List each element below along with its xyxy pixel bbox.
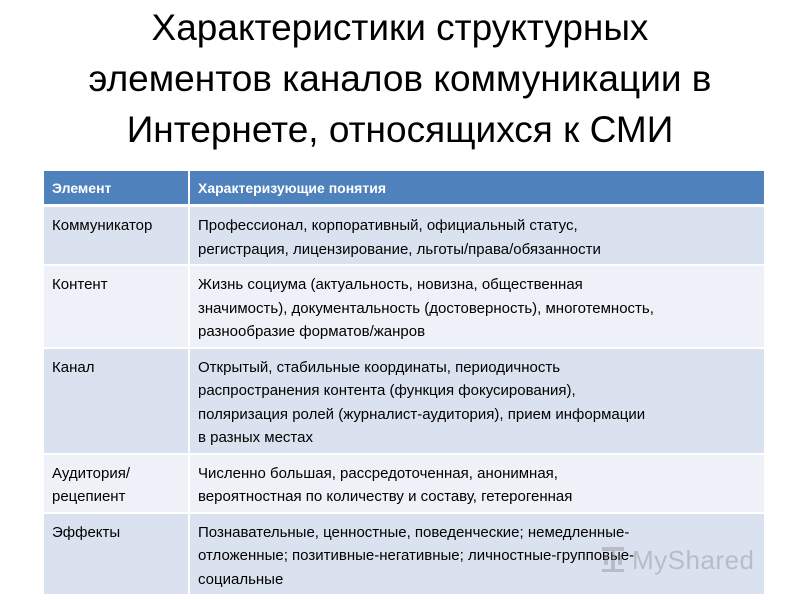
myshared-logo-icon [600, 543, 626, 578]
row-element: Аудитория/ рецепиент [44, 454, 189, 513]
table-row [44, 454, 764, 513]
slide-title [20, 2, 780, 155]
row-element: Эффекты [44, 513, 189, 595]
watermark-text: MyShared [632, 544, 755, 575]
title-line-3: Интернете, относящихся к СМИ [126, 109, 674, 150]
row-concepts: Жизнь социума (актуальность, новизна, общественная значимость), документальность (достоверность), многотемность, разнообразие форматов/жанров [189, 265, 764, 348]
title-line-2: элементов каналов коммуникации в [88, 58, 712, 99]
row-concepts: Численно большая, рассредоточенная, анонимная, вероятностная по количеству и составу, гетерогенная [189, 454, 764, 513]
row-concepts: Открытый, стабильные координаты, периодичность распространения контента (функция фокусирования), поляризация ролей (журналист-аудитория), прием информации в разных местах [189, 348, 764, 454]
table-row [44, 265, 764, 348]
row-element: Контент [44, 265, 189, 348]
row-concepts: Познавательные, ценностные, поведенческие; немедленные- отложенные; позитивные-негативные; личностные-групповые- социальные [189, 513, 764, 595]
characteristics-table [44, 171, 764, 594]
row-element: Канал [44, 348, 189, 454]
row-element: Коммуникатор [44, 206, 189, 266]
table-row [44, 348, 764, 454]
row-concepts: Профессионал, корпоративный, официальный статус, регистрация, лицензирование, льготы/права/обязанности [189, 206, 764, 266]
title-line-1: Характеристики структурных [151, 7, 649, 48]
table-row [44, 206, 764, 266]
table-header-row [44, 171, 764, 206]
header-element: Элемент [44, 171, 189, 206]
header-concepts: Характеризующие понятия [189, 171, 764, 206]
watermark [600, 540, 770, 580]
